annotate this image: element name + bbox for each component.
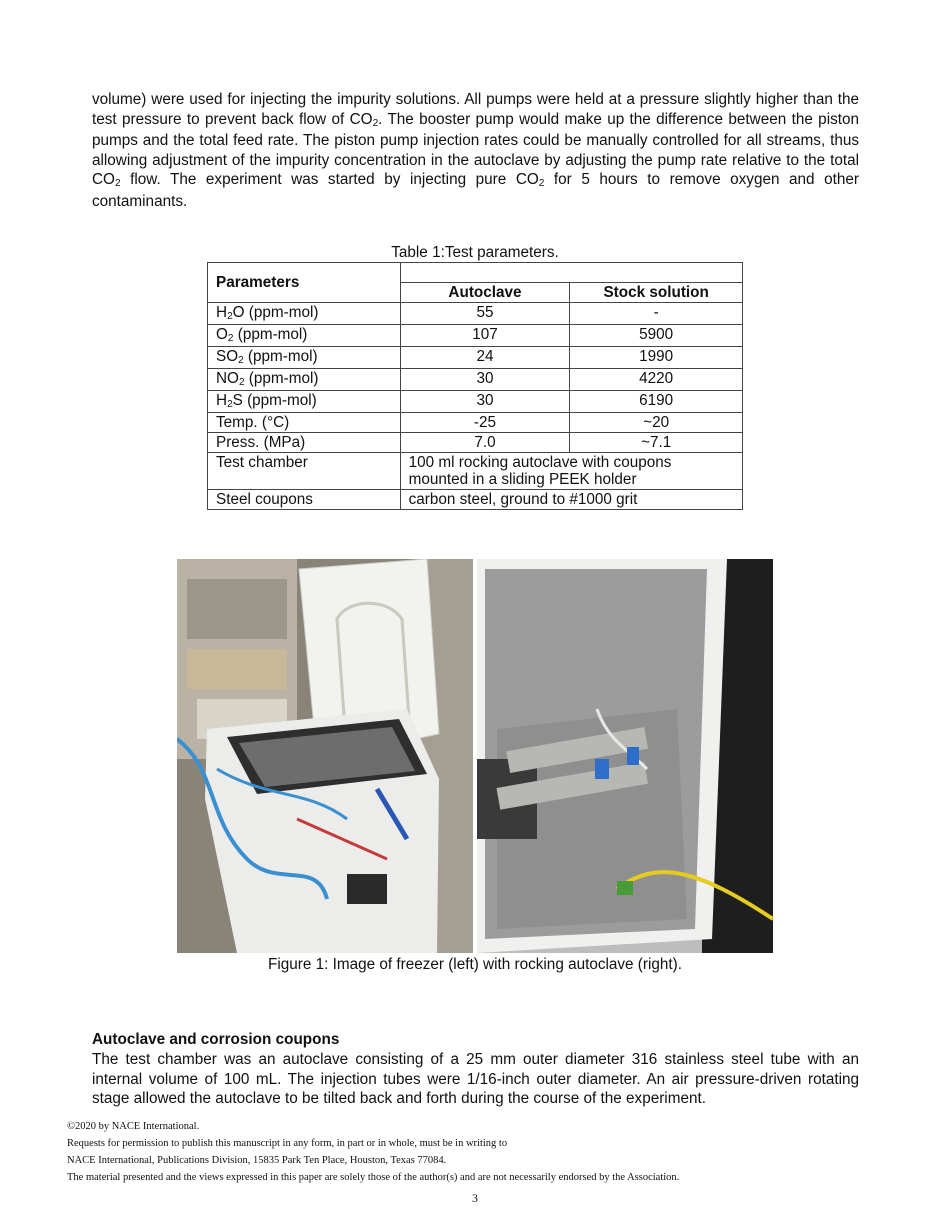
autoclave-value: 30 xyxy=(400,369,570,391)
autoclave-value: 24 xyxy=(400,347,570,369)
autoclave-illustration xyxy=(477,559,773,953)
intro-text-3: flow. The experiment was started by injecting pure CO xyxy=(120,171,539,188)
chamber-value: 100 ml rocking autoclave with coupons mounted in a sliding PEEK holder xyxy=(400,453,742,490)
table-row xyxy=(208,413,743,433)
table-row xyxy=(208,453,743,490)
address-line: NACE International, Publications Division, 15835 Park Ten Place, Houston, Texas 77084. xyxy=(67,1155,447,1166)
freezer-photo xyxy=(177,559,473,953)
autoclave-value: 7.0 xyxy=(400,433,570,453)
disclaimer-line: The material presented and the views expressed in this paper are solely those of the author(s) and are not necessarily endorsed by the Association. xyxy=(67,1172,680,1183)
header-autoclave: Autoclave xyxy=(400,283,570,303)
coupons-value: carbon steel, ground to #1000 grit xyxy=(400,490,742,510)
table-row xyxy=(208,490,743,510)
autoclave-value: 55 xyxy=(400,303,570,325)
row-label: $H_2S$ (ppm-mol) xyxy=(208,391,401,413)
intro-text-2: . The booster pump would make up the difference between the piston pumps and the total feed rate. The piston pump injection rates could be manually controlled for all streams, thus allowing adjustment of the impurity concentration in the autoclave by adjusting the pump rate relative to the total CO xyxy=(92,110,860,188)
header-stock-solution: Stock solution xyxy=(570,283,743,303)
stock-value: ~7.1 xyxy=(570,433,743,453)
row-label: Test chamber xyxy=(208,453,401,490)
table-row xyxy=(208,325,743,347)
test-parameters-table xyxy=(207,262,743,510)
row-label: $SO_2$ (ppm-mol) xyxy=(208,347,401,369)
table-row xyxy=(208,433,743,453)
stock-value: 4220 xyxy=(570,369,743,391)
section-paragraph: The test chamber was an autoclave consisting of a 25 mm outer diameter 316 stainless steel tube with an internal volume of 100 mL. The injection tubes were 1/16-inch outer diameter. An air pressure-driven rotating stage allowed the autoclave to be tilted back and forth during the course of the experiment. xyxy=(92,1051,859,1107)
subscript: 2 xyxy=(372,117,379,129)
section-heading: Autoclave and corrosion coupons xyxy=(92,1031,340,1048)
row-label: Press. (MPa) xyxy=(208,433,401,453)
intro-text-1: volume) were used for injecting the impurity solutions. All pumps were held at a pressure slightly higher than the test pressure to prevent back flow of CO xyxy=(92,91,859,128)
autoclave-value: 107 xyxy=(400,325,570,347)
table-row xyxy=(208,391,743,413)
row-label: $O_2$ (ppm-mol) xyxy=(208,325,401,347)
row-label: Temp. (°C) xyxy=(208,413,401,433)
stock-value: 5900 xyxy=(570,325,743,347)
stock-value: 6190 xyxy=(570,391,743,413)
page-number: 3 xyxy=(472,1191,478,1205)
table-header-row-top xyxy=(208,263,743,283)
table-row xyxy=(208,303,743,325)
header-blank-cell xyxy=(400,263,742,283)
freezer-illustration xyxy=(177,559,473,953)
intro-text-4: for 5 hours to remove oxygen and other contaminants. xyxy=(92,171,859,210)
copyright-line: ©2020 by NACE International. xyxy=(67,1121,200,1132)
row-label: Steel coupons xyxy=(208,490,401,510)
table-caption: Table 1:Test parameters. xyxy=(391,244,559,261)
stock-value: - xyxy=(570,303,743,325)
figure-caption: Figure 1: Image of freezer (left) with rocking autoclave (right). xyxy=(267,956,683,973)
stock-value: 1990 xyxy=(570,347,743,369)
autoclave-photo xyxy=(477,559,773,953)
stock-value: ~20 xyxy=(570,413,743,433)
autoclave-value: -25 xyxy=(400,413,570,433)
subscript: 2 xyxy=(538,178,545,189)
table-row xyxy=(208,347,743,369)
subscript: 2 xyxy=(114,178,121,189)
autoclave-value: 30 xyxy=(400,391,570,413)
row-label: $NO_2$ (ppm-mol) xyxy=(208,369,401,391)
intro-paragraph xyxy=(92,90,859,211)
permission-line: Requests for permission to publish this manuscript in any form, in part or in whole, must be in writing to xyxy=(67,1138,508,1149)
header-parameters: Parameters xyxy=(208,263,401,303)
table-row xyxy=(208,369,743,391)
row-label: $H_2O$ (ppm-mol) xyxy=(208,303,401,325)
